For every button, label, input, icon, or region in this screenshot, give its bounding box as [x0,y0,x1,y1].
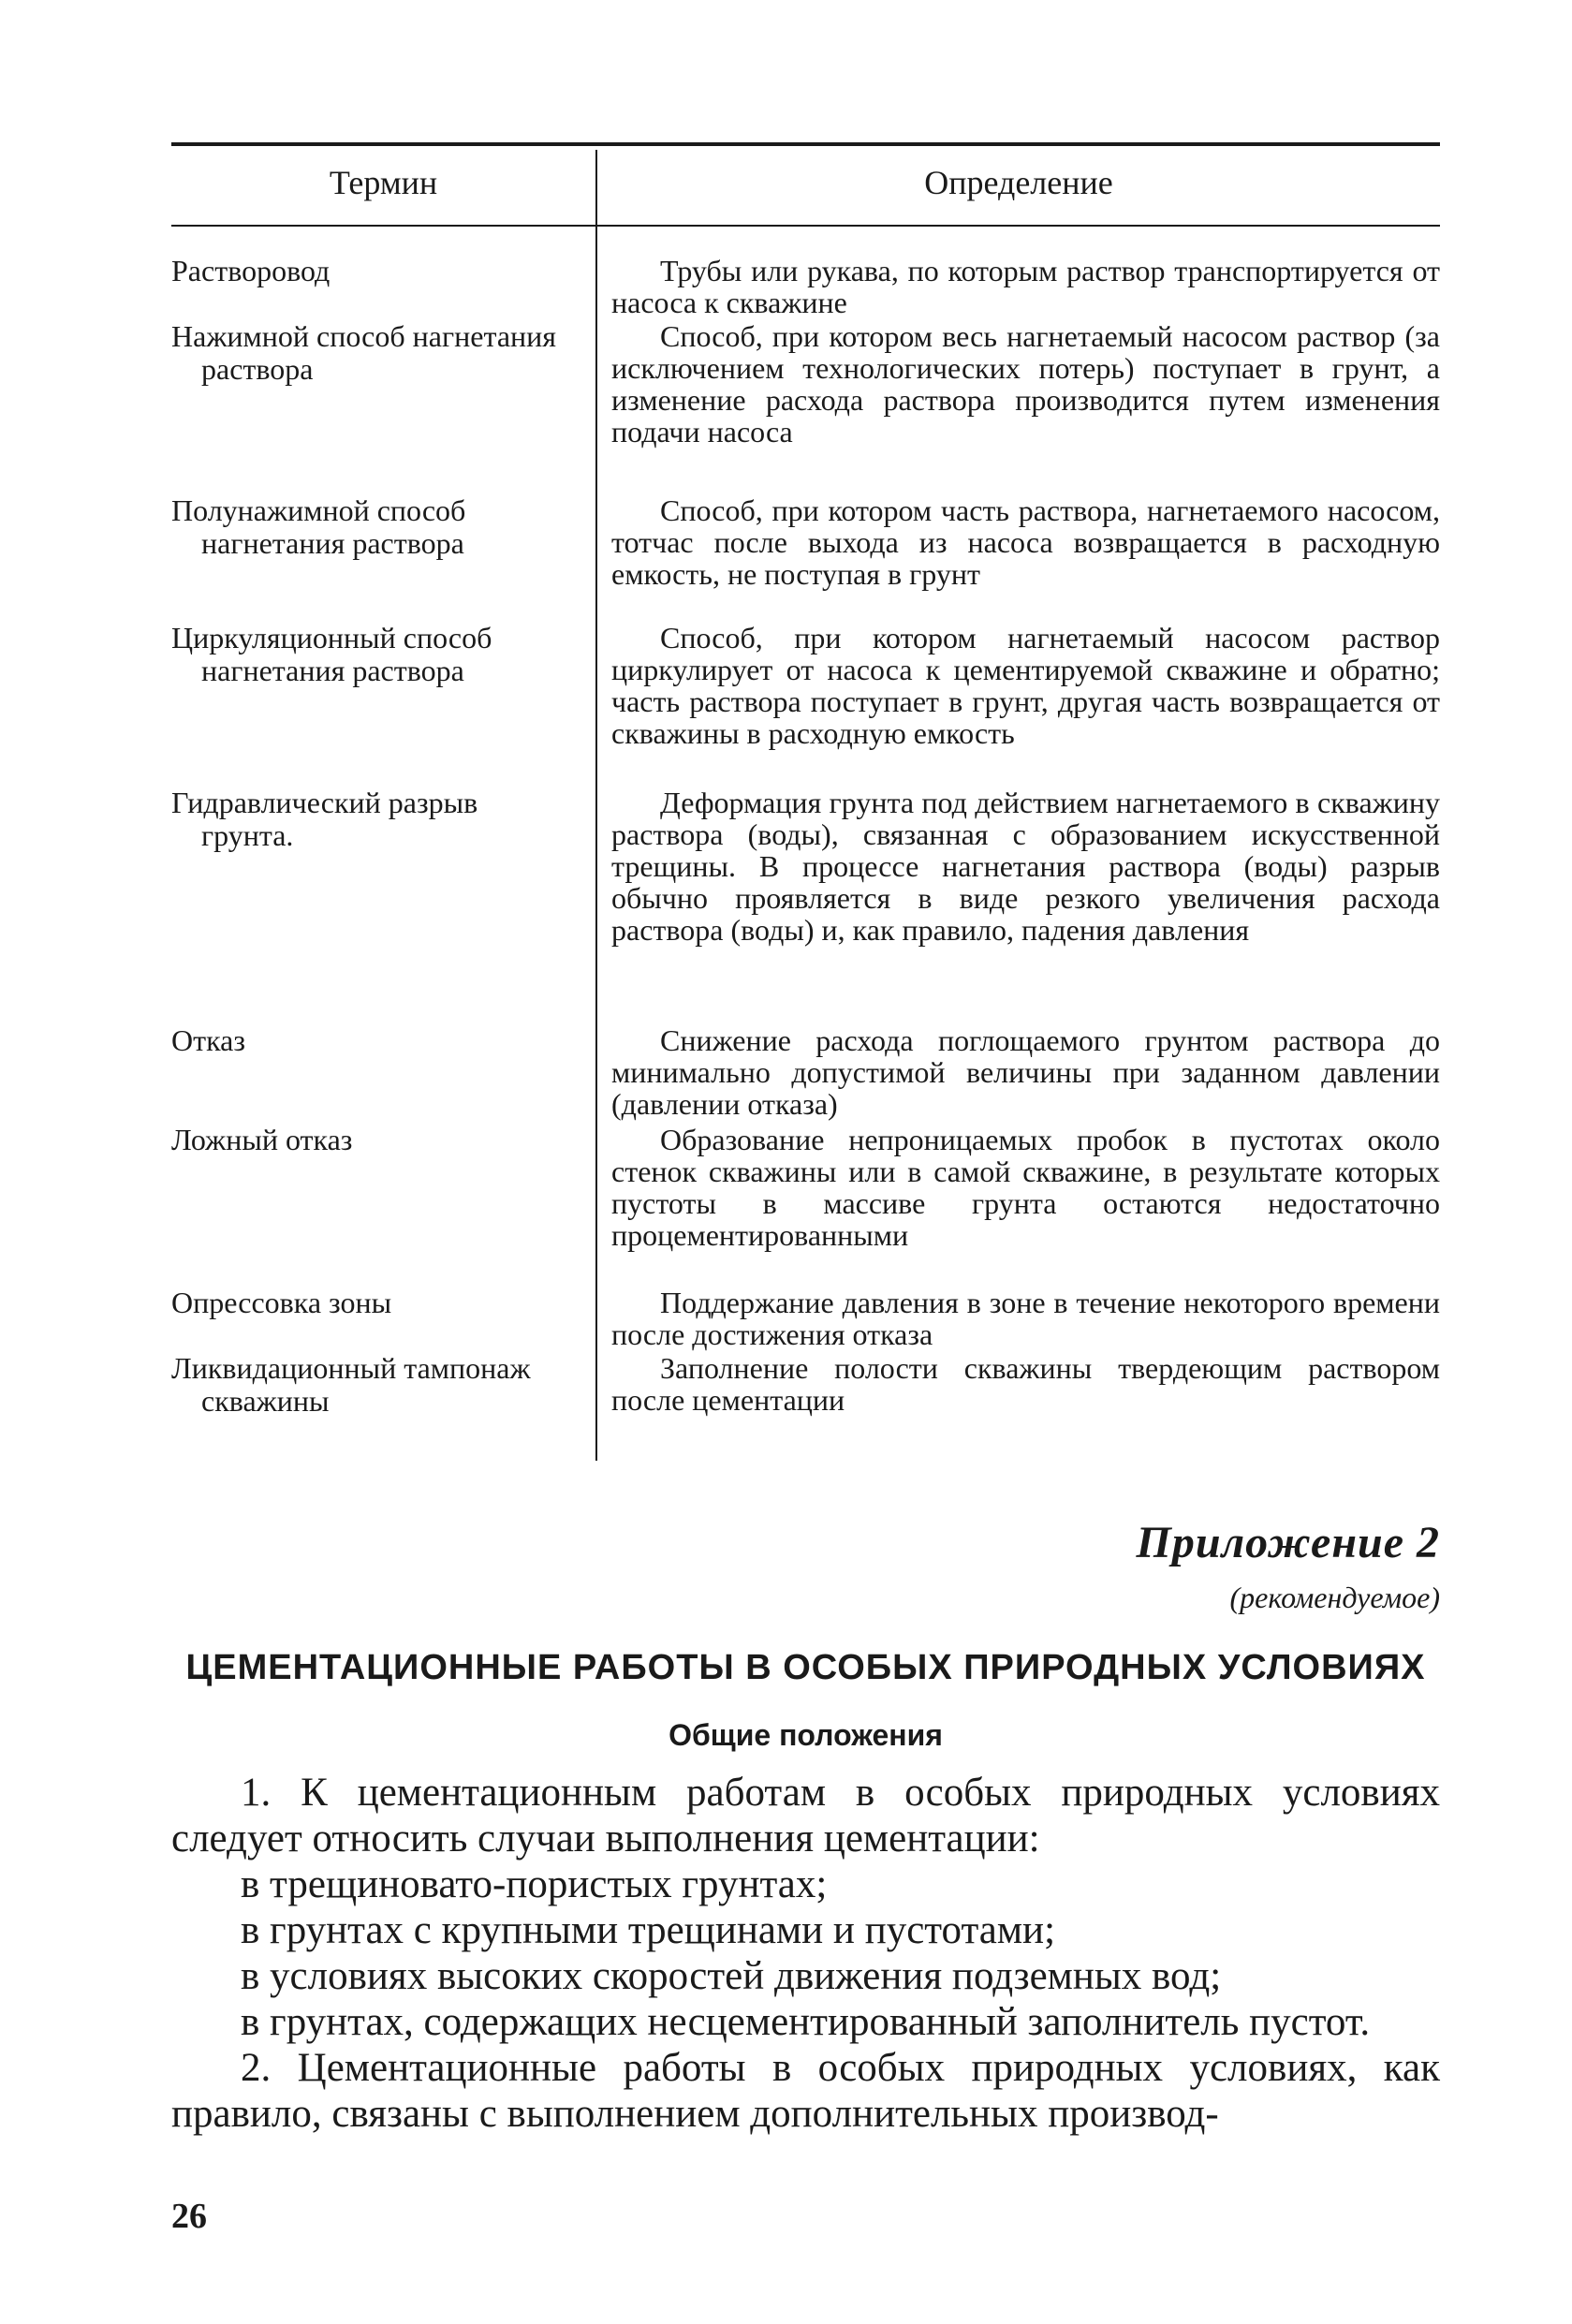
appendix-subtitle: (рекомендуемое) [1229,1581,1440,1614]
definition-cell: Способ, при котором весь нагнетаемый насосом раствор (за исключением технологических потерь) поступает в грунт, а изменение расхода раствора производится путем изменения подачи насоса [611,319,1440,449]
table-header-rule [171,225,1440,227]
paragraph: 2. Цементационные работы в особых природных условиях, как правило, связаны с выполнением дополнительных производ- [171,2046,1440,2136]
table-row [171,1023,1440,1121]
term-cell: Циркуляционный способ нагнетания раствора [171,621,492,687]
definition-cell: Заполнение полости скважины твердеющим раствором после цементации [611,1351,1440,1417]
table-row [171,621,1440,750]
appendix-title: Приложение 2 [1136,1518,1440,1567]
table-row [171,1123,1440,1252]
term-cell: Ложный отказ [171,1123,353,1156]
paragraph: в грунтах, содержащих несцементированный заполнитель пустот. [241,2000,1371,2044]
table-row [171,1351,1440,1418]
header-term: Термин [329,164,438,201]
definition-cell: Способ, при котором нагнетаемый насосом раствор циркулирует от насоса к цементируемой скважине и обратно; часть раствора поступает в грунт, другая часть возвращается от скважины в расходную емкость [611,621,1440,750]
paragraph: в условиях высоких скоростей движения подземных вод; [241,1954,1222,1998]
definition-cell: Снижение расхода поглощаемого грунтом раствора до минимально допустимой величины при заданном давлении (давлении отказа) [611,1023,1440,1121]
table-row [171,254,1440,319]
definition-cell: Поддержание давления в зоне в течение некоторого времени после достижения отказа [611,1286,1440,1351]
subsection-title: Общие положения [668,1718,943,1752]
body-text [171,1770,1440,2137]
page-number: 26 [171,2197,207,2236]
term-cell: Отказ [171,1023,245,1057]
table-row [171,1286,1440,1351]
definition-cell: Деформация грунта под действием нагнетаемого в скважину раствора (воды), связанная с образованием искусственной трещины. В процессе нагнетания раствора (воды) разрыв обычно проявляется в виде резкого увеличения расхода раствора (воды) и, как правило, падения давления [611,786,1440,947]
definition-cell: Трубы или рукава, по которым раствор транспортируется от насоса к скважине [611,254,1440,319]
paragraph: в грунтах с крупными трещинами и пустотами; [241,1908,1056,1952]
table-row [171,319,1440,449]
paragraph: в трещиновато-пористых грунтах; [241,1862,828,1906]
column-divider [595,150,597,1461]
definition-cell: Способ, при котором часть раствора, нагнетаемого насосом, тотчас после выхода из насоса возвращается в расходную емкость, не поступая в грунт [611,493,1440,591]
table-row [171,493,1440,591]
term-cell: Опрессовка зоны [171,1286,392,1319]
term-cell: Растворовод [171,254,331,287]
section-title: ЦЕМЕНТАЦИОННЫЕ РАБОТЫ В ОСОБЫХ ПРИРОДНЫХ УСЛОВИЯХ [185,1648,1426,1687]
term-cell: Ликвидационный тампонаж скважины [171,1351,531,1418]
paragraph: 1. К цементационным работам в особых природных условиях следует относить случаи выполнения цементации: [171,1771,1440,1861]
term-cell: Полунажимной способ нагнетания раствора [171,493,466,560]
definition-cell: Образование непроницаемых пробок в пустотах около стенок скважины или в самой скважине, в результате которых пустоты в массиве грунта остаются недостаточно процементированными [611,1123,1440,1252]
term-cell: Гидравлический разрыв грунта. [171,786,478,852]
table-row [171,786,1440,947]
table-top-rule [171,142,1440,146]
term-cell: Нажимной способ нагнетания раствора [171,319,556,386]
header-definition: Определение [924,164,1113,201]
